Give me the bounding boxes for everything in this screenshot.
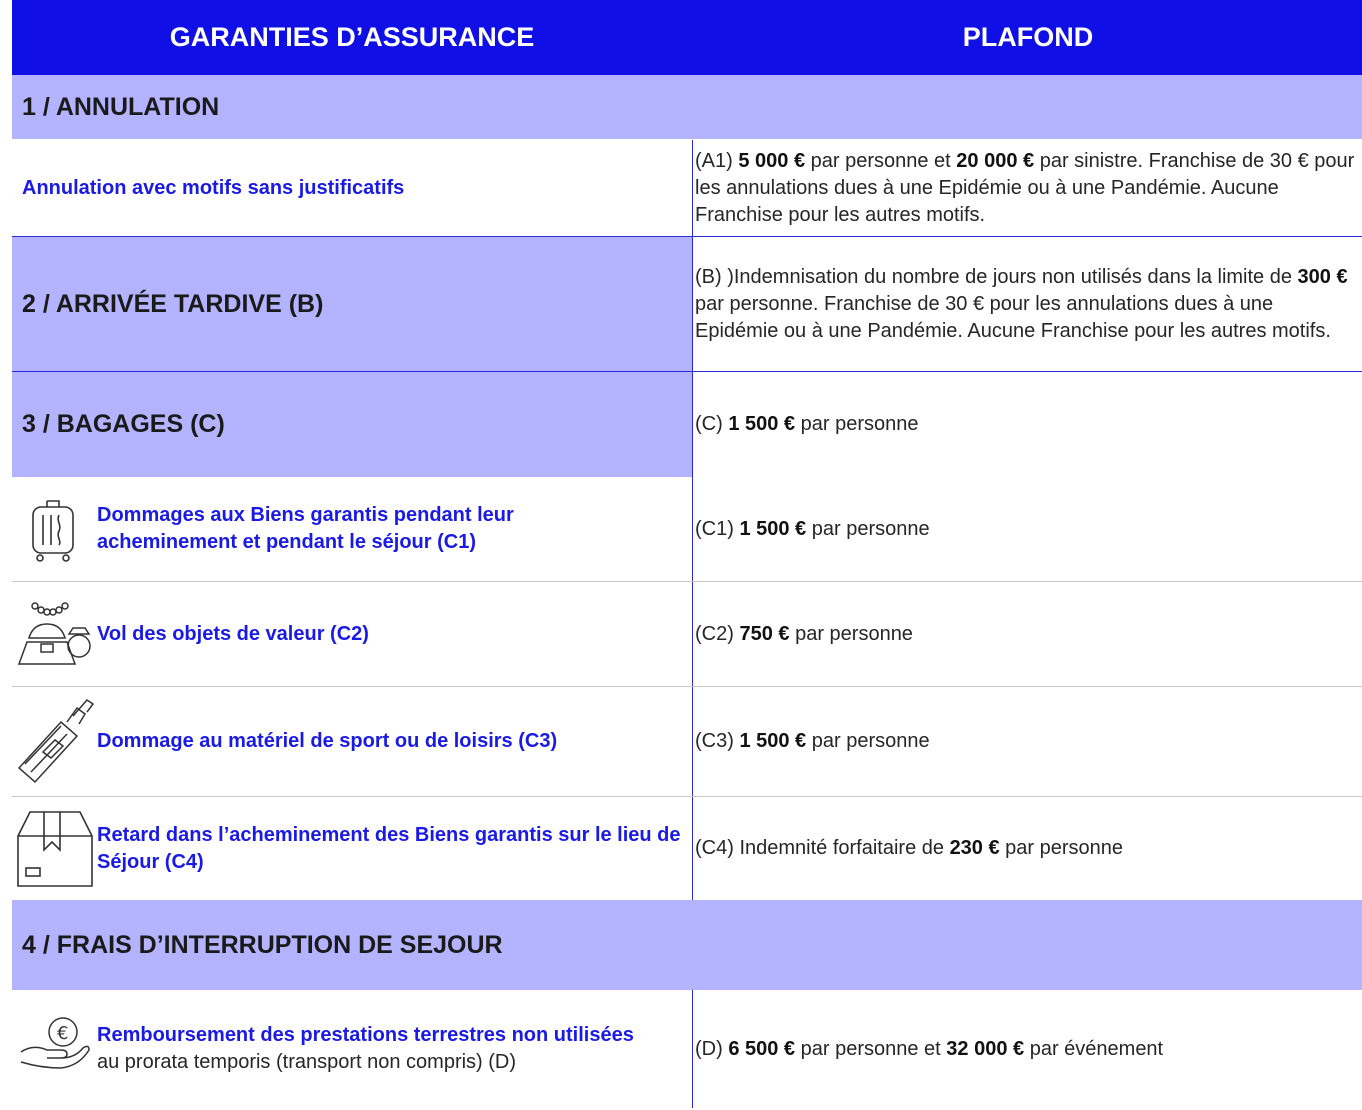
table-row [12,140,1362,237]
table-row [12,990,1362,1109]
header-ceiling: PLAFOND [962,22,1094,52]
table-row [12,687,1362,797]
table-header [12,0,1362,75]
section-bagages [12,372,1362,477]
jewelry-icon [12,589,97,679]
section-title: 4 / FRAIS D’INTERRUPTION DE SEJOUR [22,930,503,959]
guarantees-table [12,0,1362,1109]
table-row [12,797,1362,900]
header-guarantees: GARANTIES D’ASSURANCE [169,22,535,52]
section-arrivee-tardive [12,237,1362,372]
ceiling-value: (C3) 1 500 € par personne [695,730,930,752]
ceiling-value: (D) 6 500 € par personne et 32 000 € par événement [695,1037,1164,1060]
section-annulation [12,75,1362,140]
guarantee-label: Dommages aux Biens garantis pendant leur acheminement et pendant le séjour (C1) [97,504,514,553]
guarantee-label: Annulation avec motifs sans justificatifs [22,176,405,199]
section-title: 3 / BAGAGES (C) [12,372,692,477]
ceiling-value: (C1) 1 500 € par personne [695,517,930,540]
box-icon [12,804,97,894]
ceiling-value: (A1) 5 000 € par personne et 20 000 € par sinistre. Franchise de 30 € pour les annulations dues à une Epidémie ou à une Pandémie. Aucune Franchise pour les autres motifs. [695,149,1355,226]
section-title: 2 / ARRIVÉE TARDIVE (B) [12,237,692,371]
guarantee-label: Remboursement des prestations terrestres non utilisées au prorata temporis (transport non compris) (D) [97,1024,634,1073]
section-title: 1 / ANNULATION [22,92,220,121]
ceiling-value: (C4) Indemnité forfaitaire de 230 € par personne [695,837,1124,859]
table-row [12,582,1362,687]
table-row [12,477,1362,582]
guarantee-label: Dommage au matériel de sport ou de loisirs (C3) [97,730,558,752]
guarantee-label: Vol des objets de valeur (C2) [97,622,369,645]
golf-bag-icon [12,692,97,792]
section-interruption [12,900,1362,990]
ceiling-value: (B) )Indemnisation du nombre de jours non utilisés dans la limite de 300 € par personne. Franchise de 30 € pour les annulations dues à une Epidémie ou à une Pandémie. Aucune Franchise pour les autres motifs. [695,265,1348,342]
guarantee-label: Retard dans l’acheminement des Biens garantis sur le lieu de Séjour (C4) [97,823,681,873]
ceiling-value: (C) 1 500 € par personne [695,413,919,435]
svg-text:€: € [56,1023,68,1044]
euro-hand-icon [12,1002,97,1082]
ceiling-value: (C2) 750 € par personne [695,622,913,645]
suitcase-icon [12,489,97,569]
